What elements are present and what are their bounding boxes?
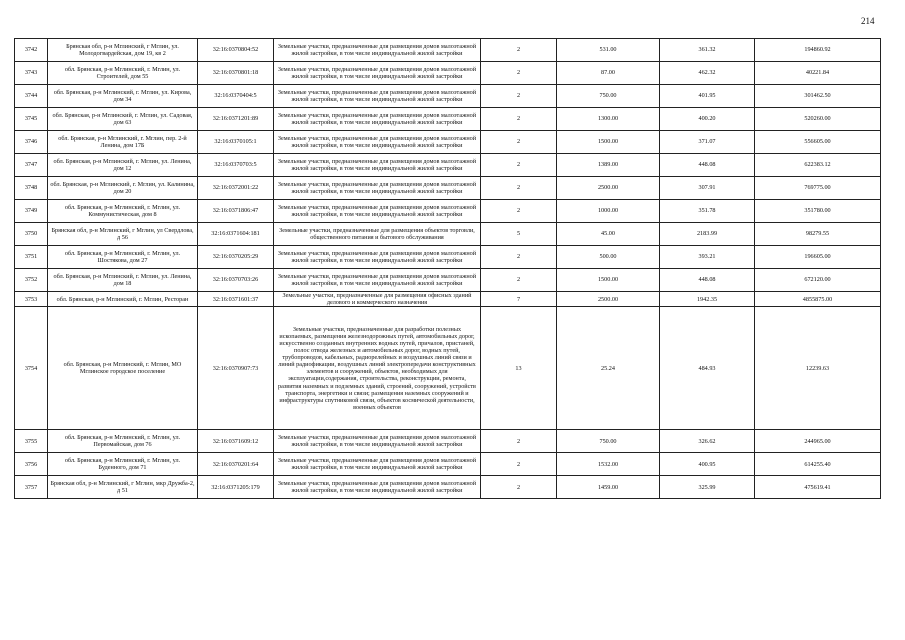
table-row <box>15 39 881 62</box>
unit-value-cell: 371.07 <box>660 131 755 154</box>
cadastral-number-cell: 32:16:0370404:5 <box>198 85 274 108</box>
cadastral-value-cell: 351780.00 <box>755 200 881 223</box>
cadastral-number-cell: 32:16:0370703:26 <box>198 269 274 292</box>
table-row <box>15 246 881 269</box>
use-group-code-cell: 2 <box>481 62 557 85</box>
land-use-cell: Земельные участки, предназначенные для размещения домов малоэтажной жилой застройки, в том числе индивидуальной жилой застройки <box>274 62 481 85</box>
cadastral-value-cell: 194860.92 <box>755 39 881 62</box>
address-cell: обл. Брянская, р-н Мглинский, г. Мглин, ул. Ленина, дом 18 <box>48 269 198 292</box>
table-row <box>15 177 881 200</box>
use-group-code-cell: 2 <box>481 430 557 453</box>
use-group-code-cell: 2 <box>481 246 557 269</box>
cadastral-number-cell: 32:16:0371604:181 <box>198 223 274 246</box>
address-cell: обл. Брянская, р-н Мглинский, г. Мглин, ул. Садовая, дом 63 <box>48 108 198 131</box>
table-row <box>15 108 881 131</box>
land-registry-table <box>14 38 881 499</box>
use-group-code-cell: 2 <box>481 476 557 499</box>
cadastral-value-cell: 40221.84 <box>755 62 881 85</box>
area-cell: 750.00 <box>557 85 660 108</box>
table-row <box>15 131 881 154</box>
unit-value-cell: 401.95 <box>660 85 755 108</box>
area-cell: 2500.00 <box>557 292 660 307</box>
area-cell: 2500.00 <box>557 177 660 200</box>
row-number: 3744 <box>15 85 48 108</box>
land-use-cell: Земельные участки, предназначенные для размещения офисных зданий делового и коммерческого назначения <box>274 292 481 307</box>
unit-value-cell: 361.32 <box>660 39 755 62</box>
land-use-cell: Земельные участки, предназначенные для размещения домов малоэтажной жилой застройки, в том числе индивидуальной жилой застройки <box>274 131 481 154</box>
unit-value-cell: 448.08 <box>660 154 755 177</box>
cadastral-value-cell: 520260.00 <box>755 108 881 131</box>
row-number: 3757 <box>15 476 48 499</box>
address-cell: обл. Брянская, р-н Мглинский, г. Мглин, ул. Строителей, дом 55 <box>48 62 198 85</box>
area-cell: 1532.00 <box>557 453 660 476</box>
row-number: 3752 <box>15 269 48 292</box>
area-cell: 1389.00 <box>557 154 660 177</box>
address-cell: обл. Брянская, р-н Мглинский, г. Мглин, ул. Шостякова, дом 27 <box>48 246 198 269</box>
address-cell: Брянская обл, р-н Мглинский, г Мглин, ул Свердлова, д 56 <box>48 223 198 246</box>
table-row <box>15 476 881 499</box>
land-use-cell: Земельные участки, предназначенные для размещения домов малоэтажной жилой застройки, в том числе индивидуальной жилой застройки <box>274 39 481 62</box>
unit-value-cell: 307.91 <box>660 177 755 200</box>
area-cell: 750.00 <box>557 430 660 453</box>
table-row <box>15 430 881 453</box>
land-use-cell: Земельные участки, предназначенные для размещения домов малоэтажной жилой застройки, в том числе индивидуальной жилой застройки <box>274 246 481 269</box>
address-cell: обл. Брянская, р-н Мглинский, г. Мглин, ул. Буденного, дом 71 <box>48 453 198 476</box>
page-number: 214 <box>861 16 875 26</box>
cadastral-number-cell: 32:16:0370804:52 <box>198 39 274 62</box>
area-cell: 500.00 <box>557 246 660 269</box>
area-cell: 1500.00 <box>557 131 660 154</box>
address-cell: обл. Брянская, р-н Мглинский, г. Мглин, ул. Калинина, дом 20 <box>48 177 198 200</box>
use-group-code-cell: 2 <box>481 154 557 177</box>
use-group-code-cell: 13 <box>481 307 557 430</box>
unit-value-cell: 400.95 <box>660 453 755 476</box>
land-use-cell: Земельные участки, предназначенные для размещения домов малоэтажной жилой застройки, в том числе индивидуальной жилой застройки <box>274 430 481 453</box>
table-row <box>15 269 881 292</box>
unit-value-cell: 325.99 <box>660 476 755 499</box>
cadastral-value-cell: 672120.00 <box>755 269 881 292</box>
land-use-cell: Земельные участки, предназначенные для размещения домов малоэтажной жилой застройки, в том числе индивидуальной жилой застройки <box>274 269 481 292</box>
use-group-code-cell: 2 <box>481 453 557 476</box>
area-cell: 87.00 <box>557 62 660 85</box>
unit-value-cell: 462.32 <box>660 62 755 85</box>
use-group-code-cell: 2 <box>481 177 557 200</box>
row-number: 3747 <box>15 154 48 177</box>
cadastral-number-cell: 32:16:0370105:1 <box>198 131 274 154</box>
cadastral-value-cell: 301462.50 <box>755 85 881 108</box>
cadastral-value-cell: 475619.41 <box>755 476 881 499</box>
cadastral-number-cell: 32:16:0370201:64 <box>198 453 274 476</box>
cadastral-number-cell: 32:16:0370205:29 <box>198 246 274 269</box>
land-use-cell: Земельные участки, предназначенные для размещения домов малоэтажной жилой застройки, в том числе индивидуальной жилой застройки <box>274 177 481 200</box>
area-cell: 1300.00 <box>557 108 660 131</box>
row-number: 3754 <box>15 307 48 430</box>
cadastral-value-cell: 196605.00 <box>755 246 881 269</box>
unit-value-cell: 351.78 <box>660 200 755 223</box>
table-row <box>15 453 881 476</box>
cadastral-number-cell: 32:16:0371205:179 <box>198 476 274 499</box>
land-use-cell: Земельные участки, предназначенные для размещения домов малоэтажной жилой застройки, в том числе индивидуальной жилой застройки <box>274 476 481 499</box>
row-number: 3756 <box>15 453 48 476</box>
cadastral-value-cell: 556605.00 <box>755 131 881 154</box>
row-number: 3750 <box>15 223 48 246</box>
cadastral-number-cell: 32:16:0371601:37 <box>198 292 274 307</box>
table-row <box>15 307 881 430</box>
area-cell: 1459.00 <box>557 476 660 499</box>
area-cell: 531.00 <box>557 39 660 62</box>
cadastral-number-cell: 32:16:0371201:89 <box>198 108 274 131</box>
address-cell: Брянская обл, р-н Мглинский, г Мглин, ул. Молодогвардейская, дом 19, кв 2 <box>48 39 198 62</box>
cadastral-number-cell: 32:16:0371609:12 <box>198 430 274 453</box>
use-group-code-cell: 2 <box>481 131 557 154</box>
unit-value-cell: 1942.35 <box>660 292 755 307</box>
unit-value-cell: 448.08 <box>660 269 755 292</box>
address-cell: обл. Брянская, р-н Мглинский, г. Мглин, ул. Кирова, дом 34 <box>48 85 198 108</box>
area-cell: 45.00 <box>557 223 660 246</box>
area-cell: 25.24 <box>557 307 660 430</box>
row-number: 3742 <box>15 39 48 62</box>
cadastral-value-cell: 4855875.00 <box>755 292 881 307</box>
table-row <box>15 154 881 177</box>
table-row <box>15 292 881 307</box>
address-cell: обл. Брянская, р-н Мглинский, г. Мглин, ул. Ленина, дом 12 <box>48 154 198 177</box>
address-cell: Брянская обл, р-н Мглинский, г Мглин, мкр Дружба-2, д 51 <box>48 476 198 499</box>
row-number: 3751 <box>15 246 48 269</box>
row-number: 3743 <box>15 62 48 85</box>
table-row <box>15 85 881 108</box>
use-group-code-cell: 2 <box>481 200 557 223</box>
land-use-cell: Земельные участки, предназначенные для размещения домов малоэтажной жилой застройки, в том числе индивидуальной жилой застройки <box>274 85 481 108</box>
use-group-code-cell: 2 <box>481 39 557 62</box>
address-cell: обл. Брянская, р-н Мглинский, г. Мглин, ул. Первомайская, дом 76 <box>48 430 198 453</box>
cadastral-value-cell: 12239.63 <box>755 307 881 430</box>
cadastral-value-cell: 769775.00 <box>755 177 881 200</box>
land-use-cell: Земельные участки, предназначенные для размещения объектов торговли, общественного питания и бытового обслуживания <box>274 223 481 246</box>
land-use-cell: Земельные участки, предназначенные для размещения домов малоэтажной жилой застройки, в том числе индивидуальной жилой застройки <box>274 453 481 476</box>
address-cell: обл. Брянская, р-н Мглинский, г. Мглин, МО Мглинское городское поселение <box>48 307 198 430</box>
unit-value-cell: 326.62 <box>660 430 755 453</box>
table-row <box>15 62 881 85</box>
use-group-code-cell: 5 <box>481 223 557 246</box>
table-row <box>15 200 881 223</box>
cadastral-number-cell: 32:16:0370801:18 <box>198 62 274 85</box>
row-number: 3746 <box>15 131 48 154</box>
use-group-code-cell: 2 <box>481 108 557 131</box>
unit-value-cell: 393.21 <box>660 246 755 269</box>
row-number: 3755 <box>15 430 48 453</box>
area-cell: 1500.00 <box>557 269 660 292</box>
address-cell: обл. Брянская, р-н Мглинский, г. Мглин, ул. Коммунистическая, дом 8 <box>48 200 198 223</box>
cadastral-value-cell: 614255.40 <box>755 453 881 476</box>
row-number: 3749 <box>15 200 48 223</box>
unit-value-cell: 2183.99 <box>660 223 755 246</box>
unit-value-cell: 400.20 <box>660 108 755 131</box>
cadastral-number-cell: 32:16:0370907:73 <box>198 307 274 430</box>
cadastral-value-cell: 98279.55 <box>755 223 881 246</box>
cadastral-value-cell: 244965.00 <box>755 430 881 453</box>
use-group-code-cell: 7 <box>481 292 557 307</box>
row-number: 3753 <box>15 292 48 307</box>
address-cell: обл. Брянская, р-н Мглинский, г. Мглин, Ресторан <box>48 292 198 307</box>
row-number: 3745 <box>15 108 48 131</box>
cadastral-number-cell: 32:16:0372001:22 <box>198 177 274 200</box>
use-group-code-cell: 2 <box>481 85 557 108</box>
cadastral-number-cell: 32:16:0370703:5 <box>198 154 274 177</box>
land-use-cell: Земельные участки, предназначенные для размещения домов малоэтажной жилой застройки, в том числе индивидуальной жилой застройки <box>274 154 481 177</box>
use-group-code-cell: 2 <box>481 269 557 292</box>
unit-value-cell: 484.93 <box>660 307 755 430</box>
row-number: 3748 <box>15 177 48 200</box>
land-use-cell: Земельные участки, предназначенные для разработки полезных ископаемых, размещения железнодорожных путей, автомобильных дорог, искусственно созданных внутренних водных путей, причалов, пристаней, полос отвода железных и автомобильных дорог, водных путей, трубопроводов, кабельных, радиорелейных и воздушных линий связи и линий радиофикации, воздушных линий электропередачи конструктивных элементов и сооружений, объектов, необходимых для эксплуатации,содержания, строительства, реконструкции, ремонта, развития наземных и подземных зданий, строений, сооружений, устройств транспорта, энергетики и связи; размещения наземных сооружений и инфраструктуры спутниковой связи, объектов космической деятельности, военных объектов <box>274 307 481 430</box>
land-use-cell: Земельные участки, предназначенные для размещения домов малоэтажной жилой застройки, в том числе индивидуальной жилой застройки <box>274 200 481 223</box>
cadastral-number-cell: 32:16:0371806:47 <box>198 200 274 223</box>
cadastral-value-cell: 622383.12 <box>755 154 881 177</box>
area-cell: 1000.00 <box>557 200 660 223</box>
table-row <box>15 223 881 246</box>
address-cell: обл. Брянская, р-н Мглинский, г. Мглин, пер. 2-й Ленина, дом 17Б <box>48 131 198 154</box>
land-use-cell: Земельные участки, предназначенные для размещения домов малоэтажной жилой застройки, в том числе индивидуальной жилой застройки <box>274 108 481 131</box>
